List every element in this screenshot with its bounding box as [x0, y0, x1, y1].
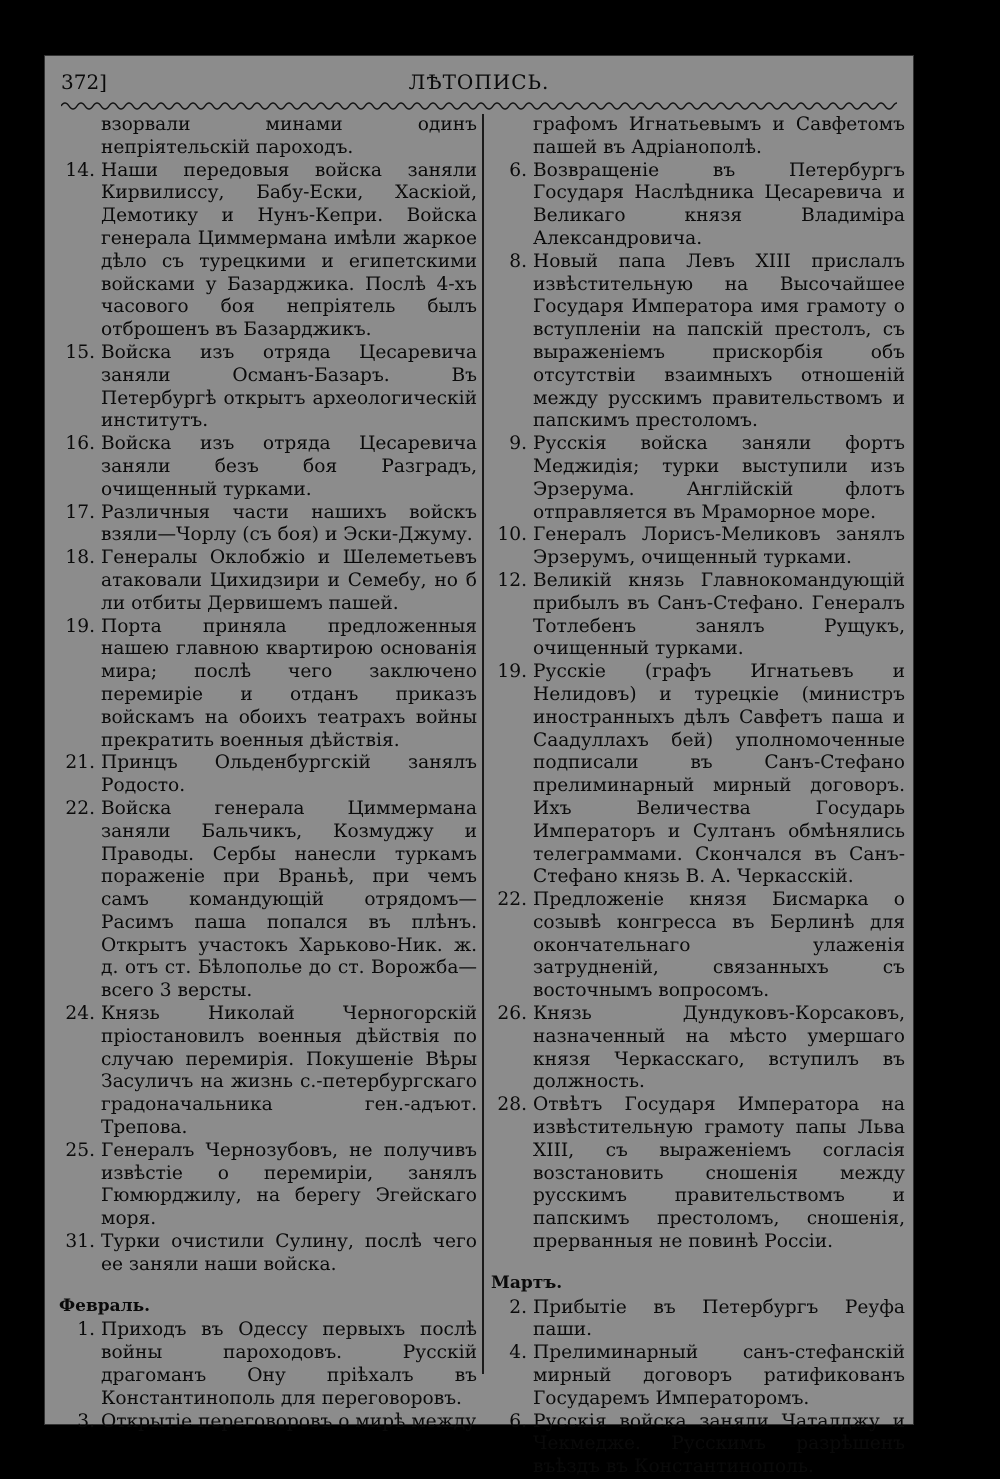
chronicle-entry — [59, 502, 477, 548]
entry-day: 8. — [509, 250, 527, 272]
entry-text: Принцъ Ольденбургскій занялъ Родосто. — [101, 752, 477, 797]
chronicle-entry — [491, 524, 905, 570]
entry-text: Прибытіе въ Петербургъ Реуфа паши. — [533, 1296, 905, 1341]
chronicle-entry — [59, 1411, 477, 1434]
entry-day: 28. — [497, 1094, 527, 1116]
running-title: ЛѢТОПИСЬ. — [408, 70, 550, 94]
entry-text: Войска изъ отряда Цесаревича заняли безъ боя Разградъ, очищенный турками. — [101, 433, 477, 500]
entry-day: 16. — [65, 433, 95, 455]
chronicle-entry — [491, 889, 905, 1003]
entry-day: 2. — [509, 1296, 527, 1318]
entry-day: 14. — [65, 159, 95, 181]
chronicle-entry — [491, 661, 905, 889]
book-page — [44, 55, 914, 1478]
entry-day: 21. — [65, 752, 95, 774]
chronicle-entry — [491, 160, 905, 251]
entry-text: Наши передовыя войска заняли Кирвилиссу, Бабу-Ески, Хаскіой, Демотику и Нунъ-Кепри. Войска генерала Циммермана имѣли жаркое дѣло съ турецкими и египетскими войсками у Базарджика. Послѣ 4-хъ часового боя непріятель былъ отброшенъ въ Базарджикъ. — [101, 159, 477, 341]
entry-day: 9. — [509, 433, 527, 455]
entry-day: 18. — [65, 547, 95, 569]
entry-text: Русскія войска заняли Чаталджу и Чекмедже. Русскимъ разрѣшенъ въѣздъ въ Константинополь. — [533, 1410, 905, 1478]
chronicle-entry — [59, 1140, 477, 1231]
entry-text: Генералъ Лорисъ-Меликовъ занялъ Эрзерумъ, очищенный турками. — [533, 524, 905, 569]
entry-day: 19. — [65, 615, 95, 637]
chronicle-entry — [491, 433, 905, 524]
entry-text: Войска изъ отряда Цесаревича заняли Османъ-Базаръ. Въ Петербургѣ открытъ археологическій институтъ. — [101, 341, 477, 432]
entry-list — [59, 160, 477, 1277]
chronicle-entry — [491, 1342, 905, 1410]
continuation-text: взорвали минами одинъ непріятельскій пароходъ. — [101, 114, 477, 158]
entry-text: Возвращеніе въ Петербургъ Государя Наслѣдника Цесаревича и Великаго князя Владиміра Александровича. — [533, 159, 905, 249]
left-column — [59, 114, 477, 1433]
entry-day: 25. — [65, 1139, 95, 1161]
chronicle-entry — [59, 1231, 477, 1277]
page-header — [61, 66, 897, 104]
entry-text: Князь Дундуковъ-Корсаковъ, назначенный на мѣсто умершаго князя Черкасскаго, вступилъ въ должность. — [533, 1003, 905, 1093]
chronicle-entry — [491, 251, 905, 433]
entry-text: Отвѣтъ Государя Императора на извѣстительную грамоту папы Льва XIII, съ выраженіемъ согласія возстановить сношенія между русскимъ правительствомъ и папскимъ престоломъ, сношенія, прерванныя не повинѣ Россіи. — [533, 1094, 905, 1253]
chronicle-entry — [59, 433, 477, 501]
entry-text: Предложеніе князя Бисмарка о созывѣ конгресса въ Берлинѣ для окончательнаго улаженія затрудненій, связанныхъ съ восточнымъ вопросомъ. — [533, 889, 905, 1002]
entry-day: 22. — [65, 797, 95, 819]
entry-day: 6. — [509, 1410, 527, 1432]
entry-day: 1. — [77, 1319, 95, 1341]
chronicle-entry — [491, 1411, 905, 1479]
month-entry-list — [491, 1297, 905, 1479]
entry-text: Русскія войска заняли фортъ Меджидія; турки выступили изъ Эрзерума. Англійскій флотъ отправляется въ Мраморное море. — [533, 433, 905, 523]
chronicle-entry — [59, 798, 477, 1003]
entry-day: 26. — [497, 1003, 527, 1025]
entry-day: 12. — [497, 569, 527, 591]
entry-day: 3. — [77, 1410, 95, 1432]
chronicle-entry — [491, 570, 905, 661]
right-column — [491, 114, 905, 1479]
entry-text: Русскіе (графъ Игнатьевъ и Нелидовъ) и турецкіе (министръ иностранныхъ дѣлъ Савфетъ паша и Саадуллахъ бей) уполномоченные подписали въ Санъ-Стефано прелиминарный мирный договоръ. Ихъ Величества Государь Императоръ и Султанъ обмѣнялись телеграммами. Скончался въ Санъ-Стефано князь В. А. Черкасскій. — [533, 661, 905, 888]
chronicle-entry — [59, 160, 477, 342]
entry-day: 10. — [497, 524, 527, 546]
entry-text: Приходъ въ Одессу первыхъ послѣ войны пароходовъ. Русскій драгоманъ Ону пріѣхалъ въ Константинополь для переговоровъ. — [101, 1319, 477, 1409]
chronicle-entry — [59, 1319, 477, 1410]
entry-day: 24. — [65, 1003, 95, 1025]
entry-day: 19. — [497, 661, 527, 683]
entry-day: 6. — [509, 159, 527, 181]
month-heading: Февраль. — [59, 1295, 151, 1316]
chronicle-entry — [491, 1094, 905, 1254]
chronicle-entry — [59, 752, 477, 798]
entry-text: Генералъ Чернозубовъ, не получивъ извѣстіе о перемиріи, занялъ Гюмюрджилу, на берегу Эгейскаго моря. — [101, 1139, 477, 1230]
entry-day: 31. — [65, 1231, 95, 1253]
entry-text: Прелиминарный санъ-стефанскій мирный договоръ ратификованъ Государемъ Императоромъ. — [533, 1342, 905, 1409]
continuation-text: графомъ Игнатьевымъ и Савфетомъ пашей въ Адріанополѣ. — [533, 114, 905, 158]
chronicle-entry — [59, 616, 477, 753]
chronicle-entry — [59, 547, 477, 615]
entry-text: Великій князь Главнокомандующій прибылъ въ Санъ-Стефано. Генералъ Тотлебенъ занялъ Рущукъ, очищенный турками. — [533, 569, 905, 660]
chronicle-entry — [59, 1003, 477, 1140]
entry-text: Войска генерала Циммермана заняли Бальчикъ, Козмуджу и Праводы. Сербы нанесли туркамъ пораженіе при Враньѣ, при чемъ самъ командующій отрядомъ—Расимъ паша попался въ плѣнъ. Открытъ участокъ Харьково-Ник. ж. д. отъ ст. Бѣлополье до ст. Ворожба—всего 3 версты. — [101, 797, 477, 1002]
entry-text: Различныя части нашихъ войскъ взяли—Чорлу (съ боя) и Эски-Джуму. — [101, 501, 477, 546]
chronicle-entry — [491, 1003, 905, 1094]
entry-text: Князь Николай Черногорскій пріостановилъ военныя дѣйствія по случаю перемирія. Покушеніе Вѣры Засуличъ на жизнь с.-петербургскаго градоначальника ген.-адъют. Трепова. — [101, 1003, 477, 1139]
entry-text: Новый папа Левъ XIII прислалъ извѣстительную на Высочайшее Государя Императора имя грамоту о вступленіи на папскій престолъ, съ выраженіемъ прискорбія объ отсутствіи взаимныхъ отношеній между русскимъ правительствомъ и папскимъ престоломъ. — [533, 250, 905, 432]
entry-day: 4. — [509, 1342, 527, 1364]
entry-text: Порта приняла предложенныя нашею главною квартирою основанія мира; послѣ чего заключено перемиріе и отданъ приказъ войскамъ на обоихъ театрахъ войны прекратить военныя дѣйствія. — [101, 615, 477, 751]
entry-day: 22. — [497, 889, 527, 911]
entry-day: 15. — [65, 341, 95, 363]
month-entry-list — [59, 1319, 477, 1433]
wavy-rule — [61, 100, 897, 112]
page-number: 372] — [61, 70, 107, 94]
chronicle-entry — [491, 1297, 905, 1343]
month-heading: Мартъ. — [491, 1272, 563, 1293]
entry-text: Открытіе переговоровъ о мирѣ между — [101, 1410, 477, 1432]
entry-text: Турки очистили Сулину, послѣ чего ее заняли наши войска. — [101, 1231, 477, 1275]
chronicle-entry — [59, 342, 477, 433]
entry-list — [491, 160, 905, 1254]
entry-text: Генералы Оклобжіо и Шелеметьевъ атаковали Цихидзири и Семебу, но б ли отбиты Дервишемъ пашей. — [101, 547, 477, 614]
entry-day: 17. — [65, 501, 95, 523]
column-divider — [482, 114, 484, 1374]
